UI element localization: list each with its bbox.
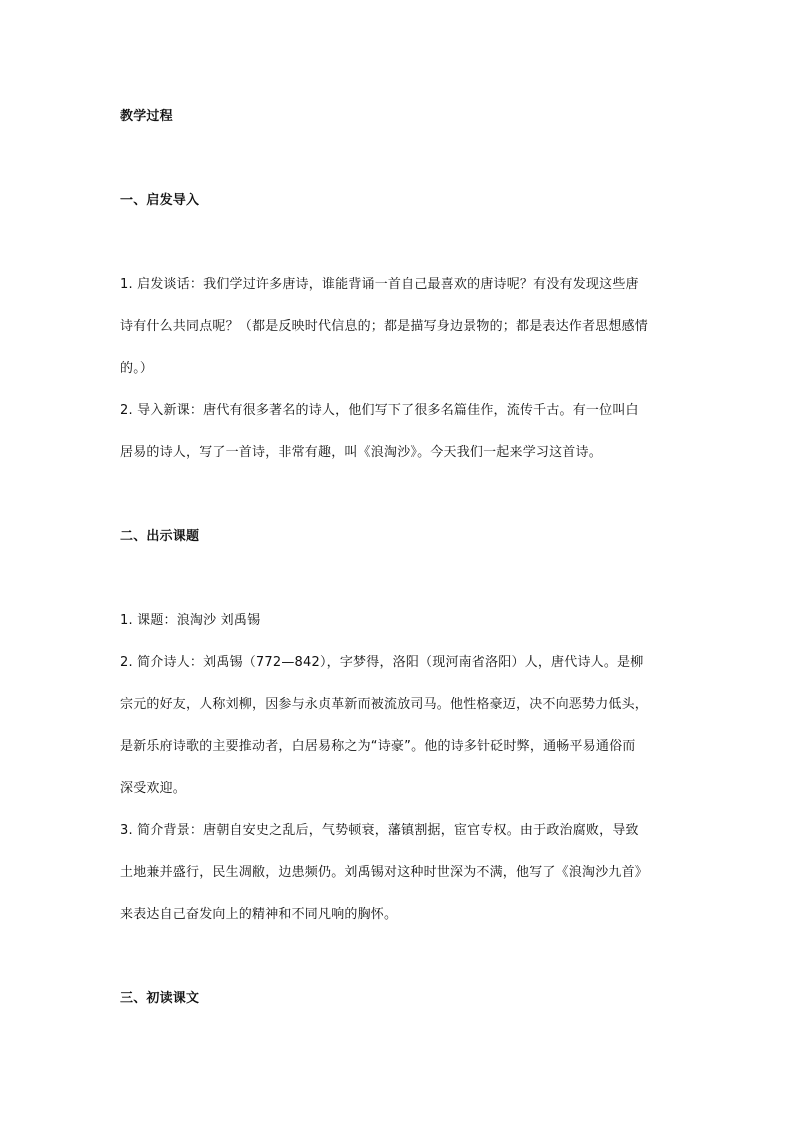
paragraph-line: 2. 简介诗人：刘禹锡（772—842），字梦得，洛阳（现河南省洛阳）人，唐代诗人。是柳 bbox=[120, 655, 644, 670]
paragraph-line: 居易的诗人，写了一首诗，非常有趣，叫《浪淘沙》。今天我们一起来学习这首诗。 bbox=[120, 445, 602, 460]
paragraph-line: 土地兼并盛行，民生凋敝，边患频仍。刘禹锡对这种时世深为不满，他写了《浪淘沙九首》 bbox=[120, 865, 649, 880]
section-heading-1: 一、启发导入 bbox=[120, 193, 200, 208]
paragraph-line: 深受欢迎。 bbox=[120, 781, 187, 796]
paragraph-line: 是新乐府诗歌的主要推动者，白居易称之为“诗豪”。他的诗多针砭时弊，通畅平易通俗而 bbox=[120, 739, 636, 754]
paragraph-line: 3. 简介背景：唐朝自安史之乱后，气势顿衰，藩镇割据，宦官专权。由于政治腐败，导致 bbox=[120, 823, 639, 838]
paragraph-line: 来表达自己奋发向上的精神和不同凡响的胸怀。 bbox=[120, 907, 398, 922]
section-heading-3: 三、初读课文 bbox=[120, 991, 200, 1006]
paragraph-line: 1. 启发谈话：我们学过许多唐诗，谁能背诵一首自己最喜欢的唐诗呢？有没有发现这些唐 bbox=[120, 277, 639, 292]
paragraph-line: 1. 课题：浪淘沙 刘禹锡 bbox=[120, 613, 261, 628]
paragraph-line: 诗有什么共同点呢？（都是反映时代信息的；都是描写身边景物的；都是表达作者思想感情 bbox=[120, 319, 649, 334]
paragraph-line: 2. 导入新课：唐代有很多著名的诗人，他们写下了很多名篇佳作，流传千古。有一位叫白 bbox=[120, 403, 639, 418]
paragraph-line: 的。） bbox=[120, 361, 154, 376]
page-title: 教学过程 bbox=[120, 109, 173, 124]
section-heading-2: 二、出示课题 bbox=[120, 529, 200, 544]
paragraph-line: 宗元的好友，人称刘柳，因参与永贞革新而被流放司马。他性格豪迈，决不向恶势力低头， bbox=[120, 697, 649, 712]
